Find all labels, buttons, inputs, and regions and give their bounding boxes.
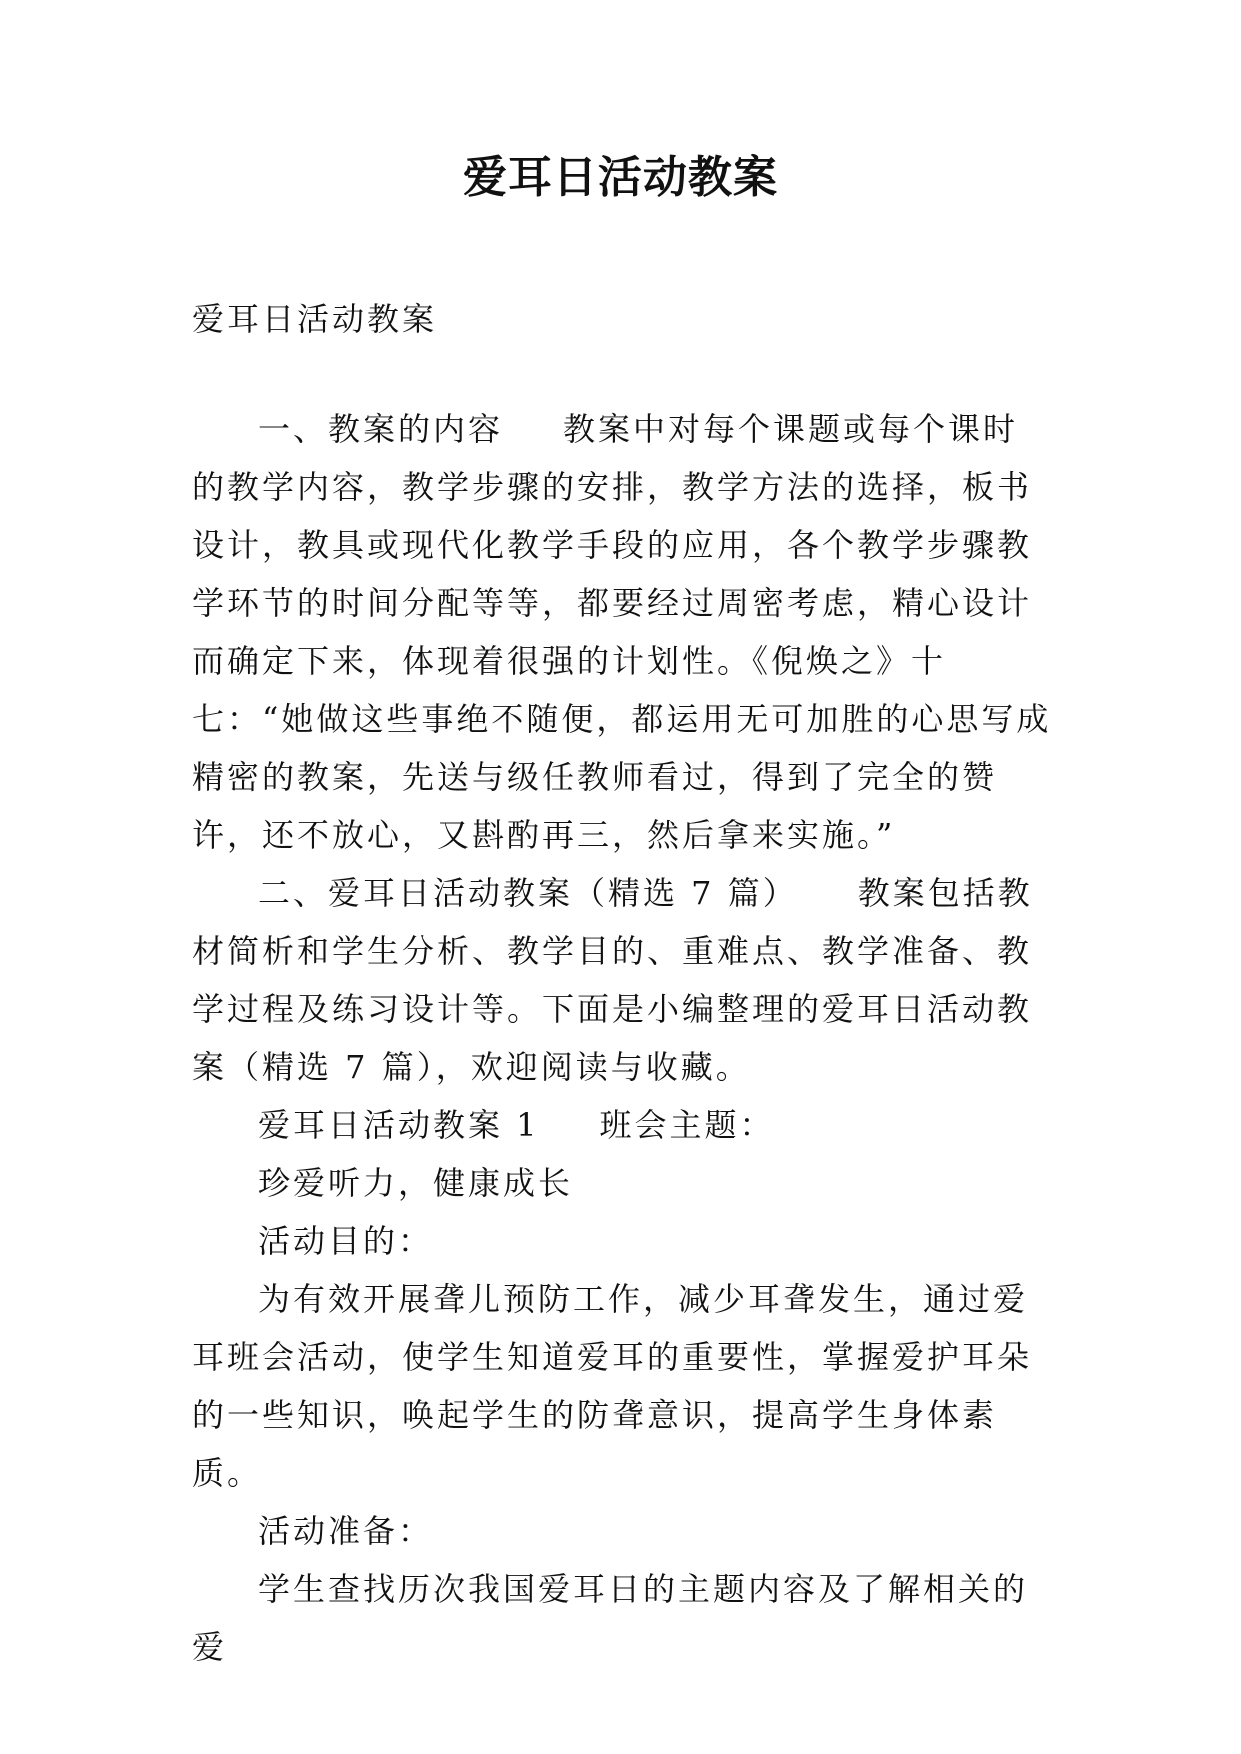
paragraph-plan-1 xyxy=(192,1096,1052,1154)
paragraph-content xyxy=(192,400,1052,864)
paragraph-selection xyxy=(192,864,1052,1096)
paragraph-preparation: 学生查找历次我国爱耳日的主题内容及了解相关的爱 xyxy=(192,1570,1029,1666)
paragraph-heading: 爱耳日活动教案 1 xyxy=(258,1106,540,1144)
paragraph-text: 教案包括教材简析和学生分析、教学目的、重难点、教学准备、教学过程及练习设计等。下面是小编整理的爱耳日活动教案（精选 7 篇），欢迎阅读与收藏。 xyxy=(192,874,1033,1086)
paragraph-purpose: 为有效开展聋儿预防工作，减少耳聋发生，通过爱耳班会活动，使学生知道爱耳的重要性，掌握爱护耳朵的一些知识，唤起学生的防聋意识，提高学生身体素质。 xyxy=(192,1280,1033,1492)
paragraph-theme: 珍爱听力，健康成长 xyxy=(258,1164,574,1202)
paragraph-text: 班会主题： xyxy=(599,1106,775,1144)
paragraph-heading: 一、教案的内容 xyxy=(258,410,504,448)
paragraph-heading: 二、爱耳日活动教案（精选 7 篇） xyxy=(258,874,798,912)
paragraph-text: 教案中对每个课题或每个课时的教学内容，教学步骤的安排，教学方法的选择，板书设计，教具或现代化教学手段的应用，各个教学步骤教学环节的时间分配等等，都要经过周密考虑，精心设计而确定下来，体现着很强的计划性。《倪焕之》十七：“她做这些事绝不随便，都运用无可加胜的心思写成精密的教案，先送与级任教师看过，得到了完全的赞许，还不放心，又斟酌再三，然后拿来实施。” xyxy=(192,410,1052,854)
paragraph-purpose-label: 活动目的： xyxy=(258,1222,434,1260)
document-title: 爱耳日活动教案 xyxy=(463,152,778,203)
paragraph-preparation-label: 活动准备： xyxy=(258,1512,434,1550)
document-subtitle: 爱耳日活动教案 xyxy=(192,300,438,338)
document-body xyxy=(192,290,1052,1676)
